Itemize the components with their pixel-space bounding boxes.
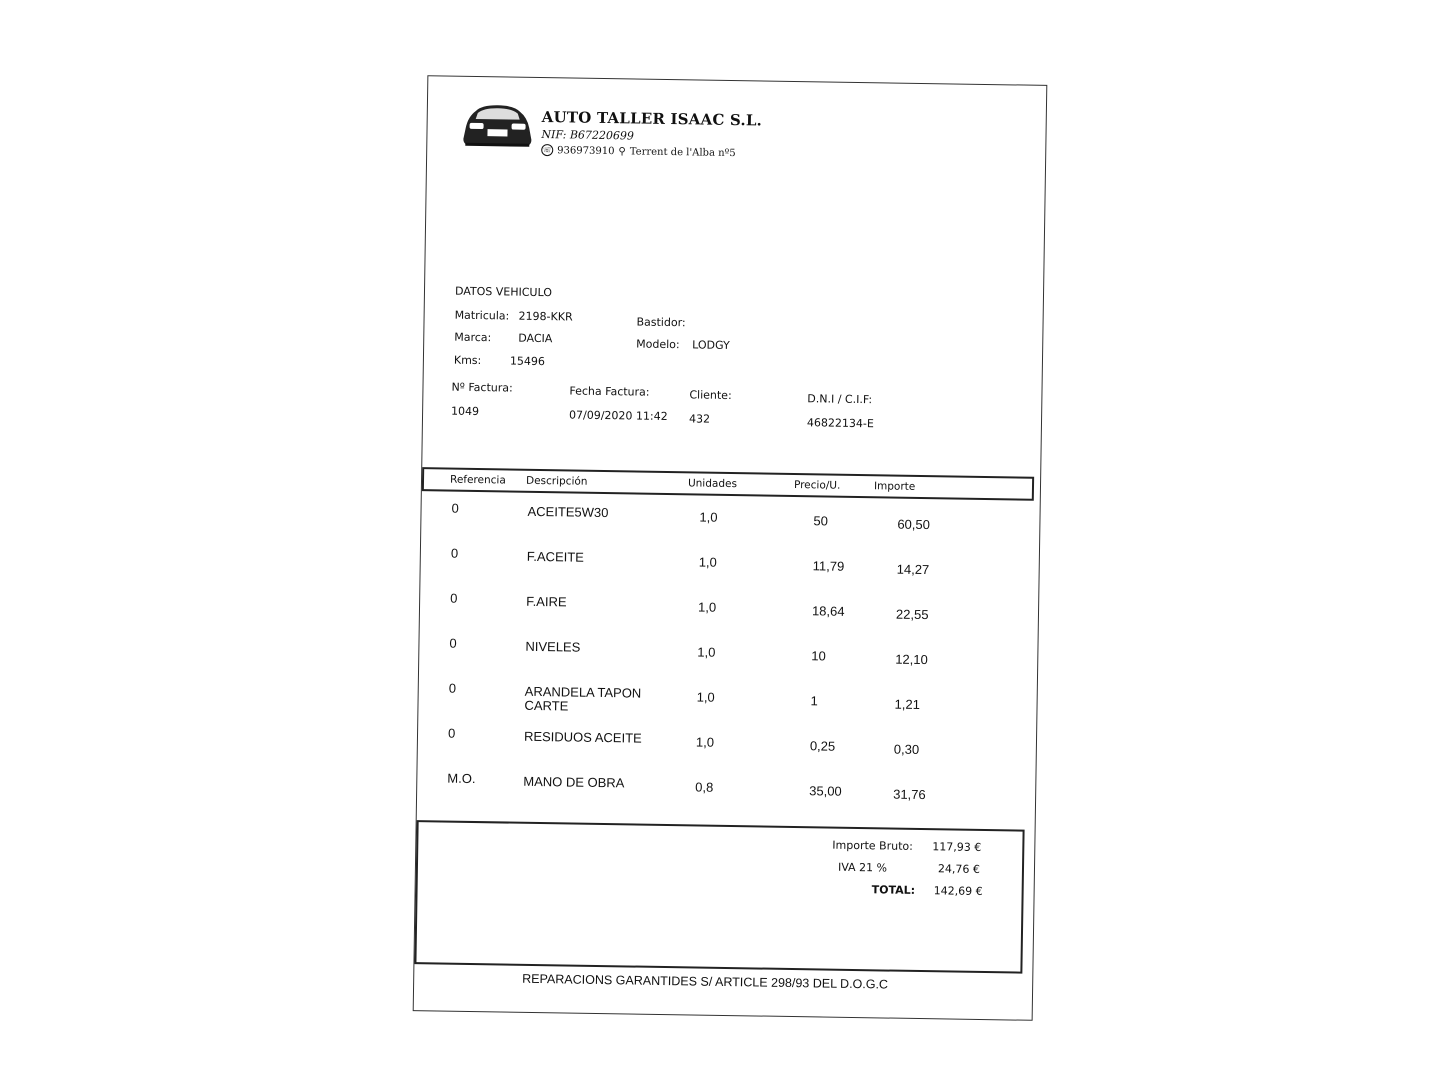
row-desc: ARANDELA TAPON CARTE <box>524 683 642 714</box>
iva-label: IVA 21 % <box>837 860 888 875</box>
header-unidades: Unidades <box>687 477 738 491</box>
company-header <box>541 108 762 159</box>
row-price: 35,00 <box>809 783 842 799</box>
kms-label: Kms: <box>453 353 482 368</box>
header-descripcion: Descripción <box>525 474 588 488</box>
company-contact <box>541 144 762 159</box>
row-price: 50 <box>813 513 829 529</box>
company-address: Terrent de l'Alba nº5 <box>629 145 736 159</box>
table-row <box>421 500 1029 540</box>
row-desc: ACEITE5W30 <box>527 503 609 521</box>
row-price: 1 <box>810 693 818 709</box>
dni-label: D.N.I / C.I.F: <box>807 392 873 407</box>
row-amount: 1,21 <box>894 696 920 713</box>
table-row <box>417 770 1025 810</box>
kms-value: 15496 <box>509 354 546 369</box>
company-phone: 936973910 <box>557 144 615 157</box>
row-amount: 60,50 <box>897 516 931 533</box>
row-units: 1,0 <box>697 644 716 660</box>
invoice-number-label: Nº Factura: <box>451 380 513 395</box>
invoice-number: 1049 <box>451 404 480 419</box>
marca-label: Marca: <box>454 330 492 345</box>
row-desc: F.AIRE <box>526 593 567 610</box>
row-desc: RESIDUOS ACEITE <box>523 728 642 746</box>
bruto-value: 117,93 € <box>932 840 982 854</box>
client-label: Cliente: <box>689 388 732 403</box>
row-amount: 12,10 <box>895 651 928 668</box>
row-price: 11,79 <box>812 558 845 574</box>
table-row <box>418 725 1026 765</box>
row-ref: M.O. <box>447 770 476 787</box>
row-ref: 0 <box>450 545 459 561</box>
row-ref: 0 <box>449 635 457 651</box>
matricula-value: 2198-KKR <box>518 309 573 324</box>
table-row <box>420 590 1028 630</box>
row-desc: MANO DE OBRA <box>523 773 625 791</box>
totals-box <box>414 820 1024 974</box>
company-nif: NIF: B67220699 <box>541 127 635 143</box>
dni-value: 46822134-E <box>806 416 874 431</box>
bruto-label: Importe Bruto: <box>832 838 913 853</box>
modelo-value: LODGY <box>692 338 730 352</box>
total-value: 142,69 € <box>933 884 983 899</box>
header-importe: Importe <box>873 480 916 493</box>
modelo-label: Modelo: <box>636 337 680 352</box>
row-price: 10 <box>811 648 826 664</box>
row-units: 1,0 <box>696 689 715 705</box>
table-row <box>419 635 1027 675</box>
row-units: 1,0 <box>698 554 717 570</box>
location-pin-icon: ⚲ <box>618 145 626 157</box>
client-number: 432 <box>688 412 711 426</box>
row-desc: NIVELES <box>525 638 581 655</box>
row-price: 0,25 <box>809 738 836 754</box>
row-units: 1,0 <box>699 509 718 525</box>
matricula-label: Matricula: <box>454 308 510 323</box>
invoice-date: 07/09/2020 11:42 <box>568 408 668 424</box>
marca-value: DACIA <box>518 331 553 346</box>
row-ref: 0 <box>451 500 459 516</box>
row-ref: 0 <box>447 725 456 741</box>
row-ref: 0 <box>448 680 457 696</box>
bastidor-label: Bastidor: <box>636 315 686 330</box>
row-amount: 22,55 <box>895 606 929 623</box>
table-row <box>421 545 1029 585</box>
row-amount: 14,27 <box>896 561 930 578</box>
header-precio: Precio/U. <box>793 478 841 492</box>
row-units: 1,0 <box>697 599 717 615</box>
vehicle-section-title: DATOS VEHICULO <box>454 284 553 300</box>
row-price: 18,64 <box>811 603 845 619</box>
table-row <box>418 680 1026 720</box>
row-desc: F.ACEITE <box>526 548 585 565</box>
total-label: TOTAL: <box>871 883 916 897</box>
invoice-date-label: Fecha Factura: <box>569 384 650 399</box>
row-units: 1,0 <box>695 734 715 750</box>
car-logo-icon <box>459 99 536 150</box>
header-referencia: Referencia <box>449 473 506 487</box>
row-amount: 0,30 <box>893 741 920 757</box>
row-units: 0,8 <box>695 779 714 795</box>
row-ref: 0 <box>450 590 458 606</box>
company-name: AUTO TALLER ISAAC S.L. <box>541 107 763 130</box>
warranty-footer: REPARACIONS GARANTIDES S/ ARTICLE 298/93 DEL D.O.G.C <box>522 971 889 992</box>
row-amount: 31,76 <box>893 786 926 803</box>
phone-icon: ☏ <box>541 144 553 156</box>
iva-value: 24,76 € <box>937 862 981 876</box>
invoice-page <box>413 75 1048 1021</box>
items-table-header <box>422 467 1034 501</box>
